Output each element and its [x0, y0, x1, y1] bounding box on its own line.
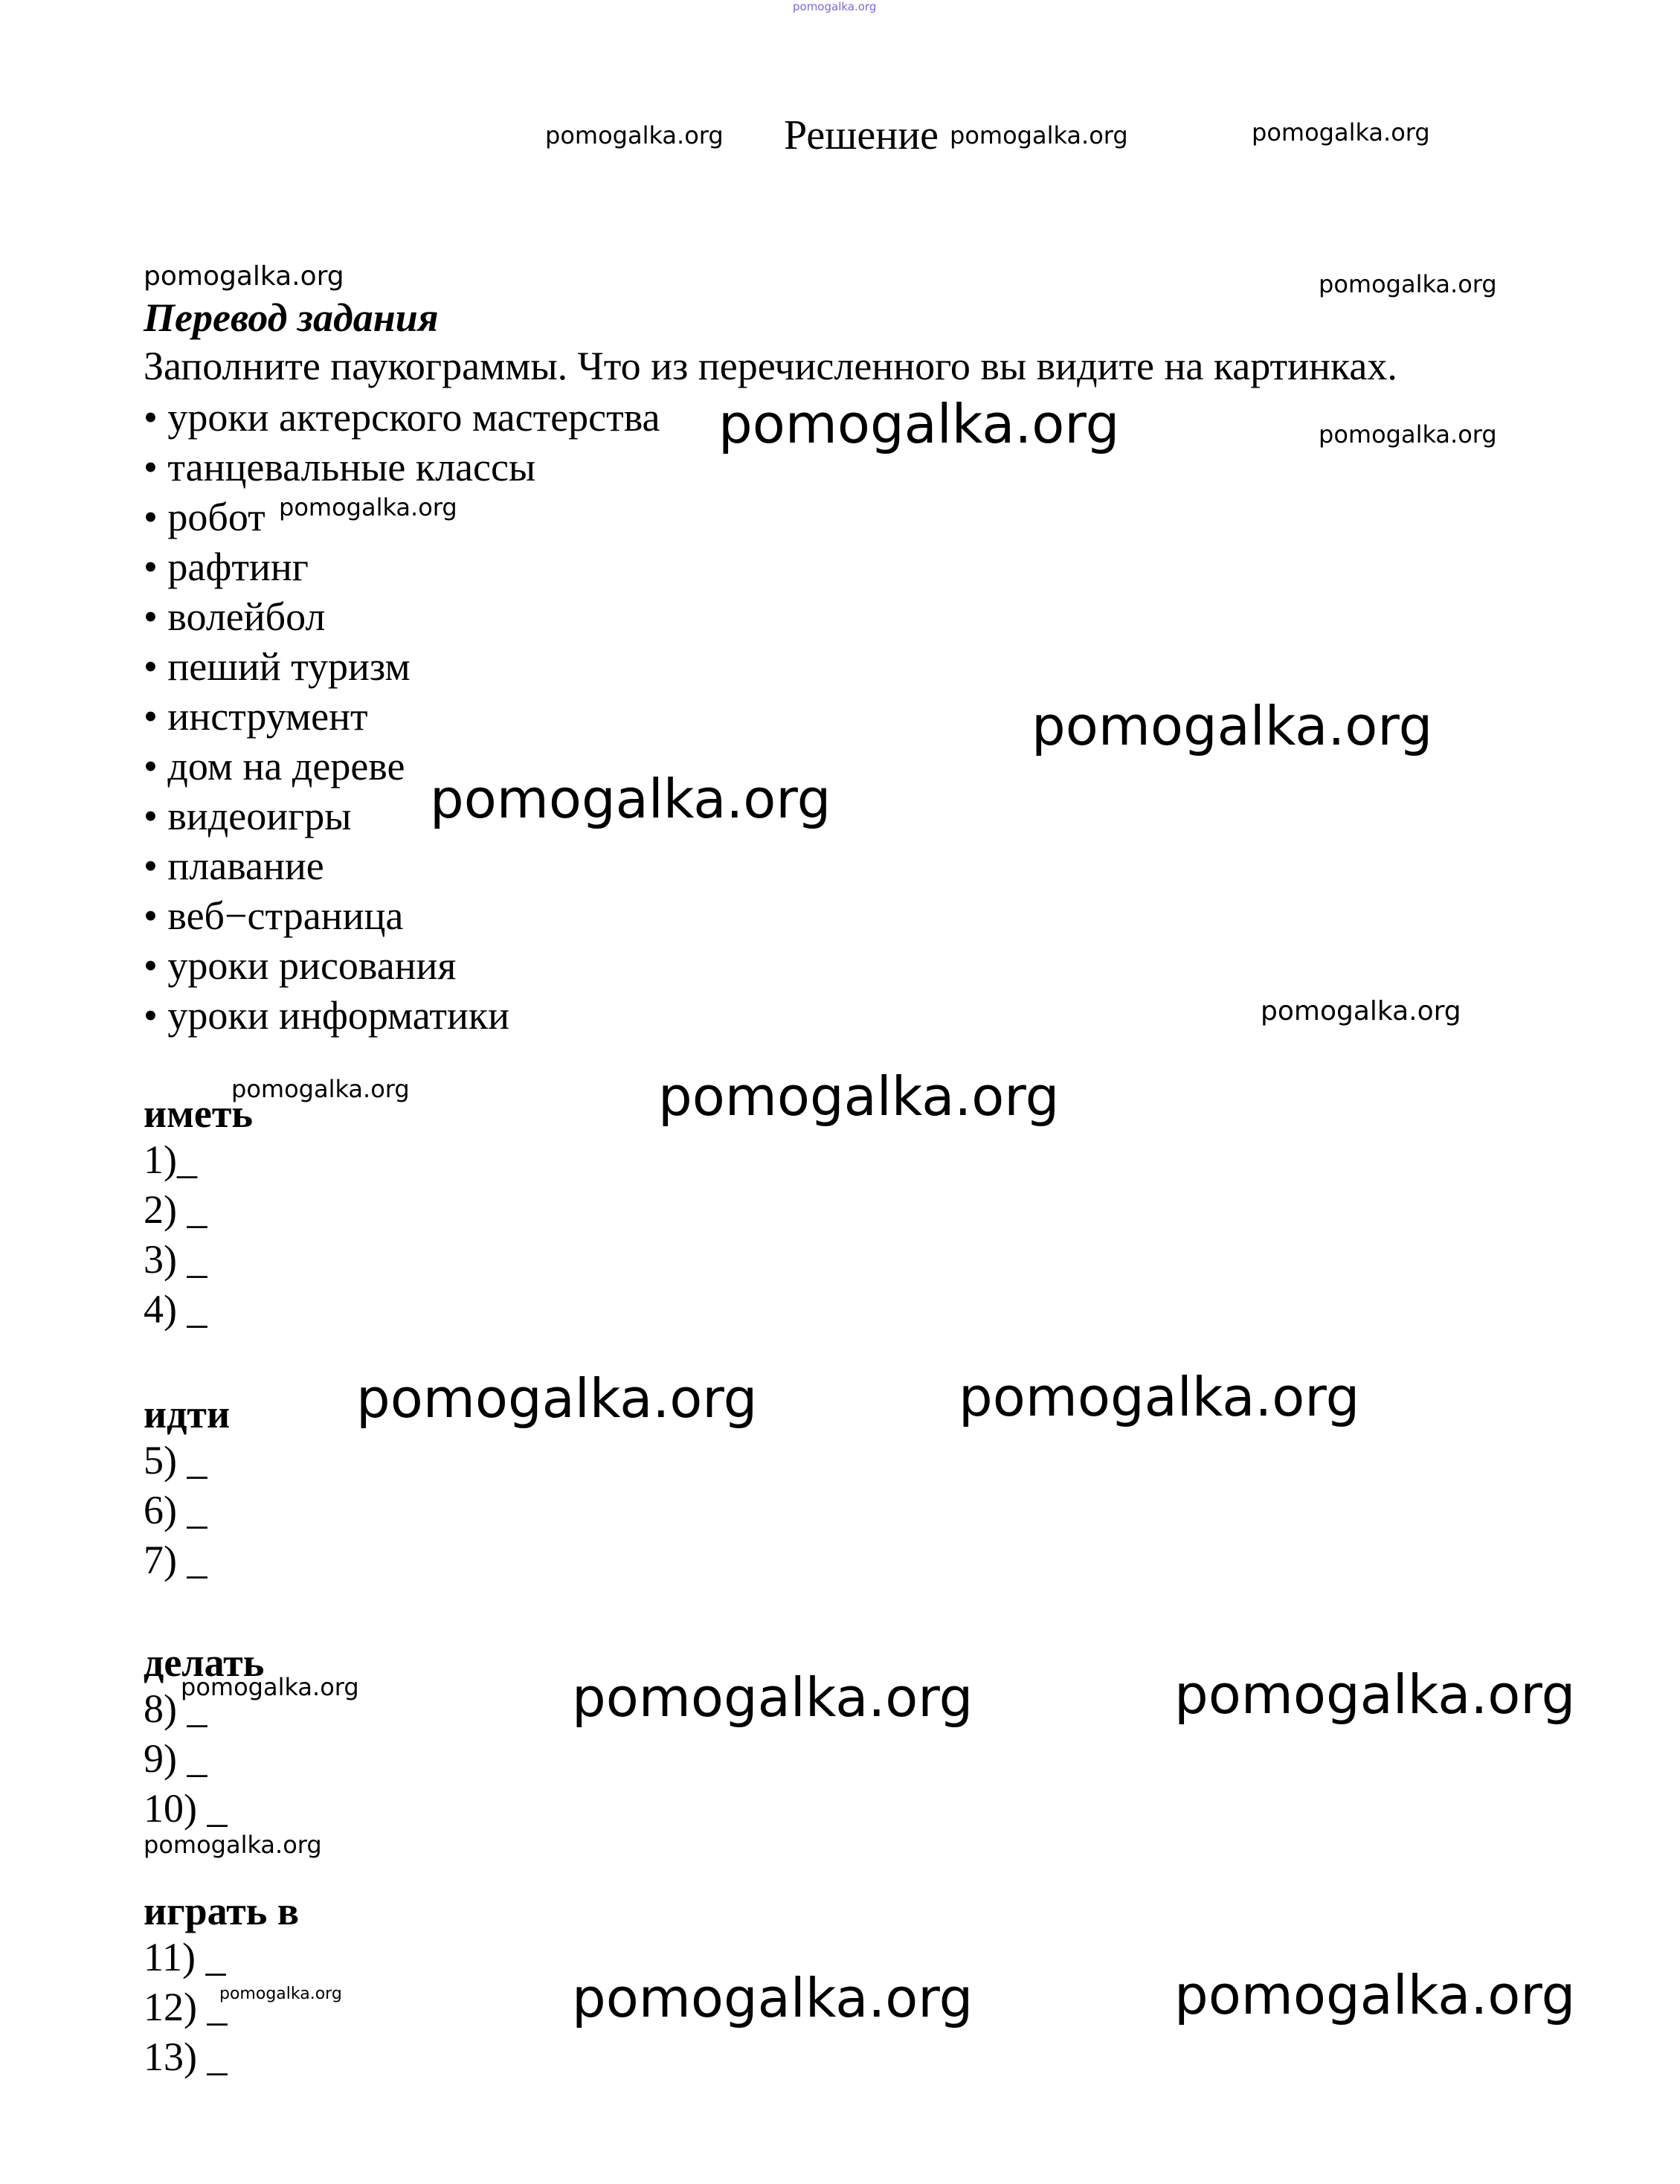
- page-title: Решение: [784, 112, 939, 158]
- watermark: pomogalka.org: [279, 493, 457, 521]
- watermark: pomogalka.org: [1261, 996, 1461, 1027]
- list-item: • уроки информатики: [144, 993, 510, 1038]
- list-item: • видеоигры: [144, 794, 352, 838]
- task-instruction: Заполните паукограммы. Что из перечисленного вы видите на картинках.: [144, 344, 1397, 388]
- watermark-large: pomogalka.org: [430, 768, 831, 830]
- group-heading-idti: идти: [144, 1392, 231, 1436]
- answer-line: 8) _: [144, 1686, 207, 1731]
- answer-line: 1)_: [144, 1137, 197, 1182]
- group-heading-igrat-v: играть в: [144, 1889, 300, 1933]
- answer-list-imet: [144, 1135, 207, 1335]
- watermark: pomogalka.org: [144, 1831, 322, 1859]
- task-subtitle: Перевод задания: [144, 295, 439, 340]
- answer-line: 9) _: [144, 1736, 207, 1781]
- word-list: [144, 393, 660, 1041]
- list-item: • плавание: [144, 844, 324, 888]
- watermark-top: pomogalka.org: [793, 0, 877, 13]
- answer-line: 13) _: [144, 2034, 228, 2079]
- list-item: • уроки рисования: [144, 943, 457, 988]
- answer-line: 6) _: [144, 1488, 207, 1532]
- watermark: pomogalka.org: [219, 1985, 342, 2003]
- answer-line: 12) _: [144, 1985, 228, 2029]
- watermark: pomogalka.org: [1252, 118, 1430, 147]
- watermark-large: pomogalka.org: [1032, 695, 1433, 757]
- list-item: • уроки актерского мастерства: [144, 395, 660, 440]
- answer-line: 5) _: [144, 1438, 207, 1483]
- answer-list-igrat-v: [144, 1933, 227, 2082]
- watermark-large: pomogalka.org: [658, 1065, 1060, 1128]
- answer-line: 4) _: [144, 1287, 207, 1332]
- watermark: pomogalka.org: [545, 121, 724, 150]
- answer-list-delat: [144, 1684, 227, 1834]
- group-heading-imet: иметь: [144, 1091, 253, 1136]
- answer-line: 2) _: [144, 1187, 207, 1232]
- list-item: • робот: [144, 495, 265, 539]
- list-item: • волейбол: [144, 594, 326, 639]
- watermark-large: pomogalka.org: [1174, 1964, 1576, 2026]
- watermark: pomogalka.org: [1319, 420, 1497, 449]
- answer-list-idti: [144, 1436, 207, 1585]
- watermark-large: pomogalka.org: [1174, 1663, 1576, 1726]
- watermark-large: pomogalka.org: [718, 393, 1120, 455]
- list-item: • пеший туризм: [144, 644, 411, 689]
- watermark: pomogalka.org: [231, 1075, 410, 1103]
- group-heading-delat: делать: [144, 1640, 265, 1685]
- list-item: • веб−страница: [144, 893, 404, 938]
- watermark: pomogalka.org: [144, 261, 344, 292]
- watermark-large: pomogalka.org: [572, 1666, 973, 1729]
- list-item: • рафтинг: [144, 545, 309, 589]
- answer-line: 11) _: [144, 1935, 226, 1979]
- answer-line: 3) _: [144, 1237, 207, 1282]
- list-item: • дом на дереве: [144, 744, 405, 789]
- answer-line: 7) _: [144, 1538, 207, 1582]
- answer-line: 10) _: [144, 1786, 228, 1831]
- watermark: pomogalka.org: [181, 1673, 359, 1701]
- watermark-large: pomogalka.org: [959, 1366, 1360, 1428]
- watermark: pomogalka.org: [950, 121, 1128, 150]
- watermark-large: pomogalka.org: [572, 1967, 973, 2029]
- watermark: pomogalka.org: [1319, 270, 1497, 298]
- list-item: • инструмент: [144, 694, 368, 739]
- list-item: • танцевальные классы: [144, 445, 536, 489]
- watermark-large: pomogalka.org: [356, 1367, 758, 1430]
